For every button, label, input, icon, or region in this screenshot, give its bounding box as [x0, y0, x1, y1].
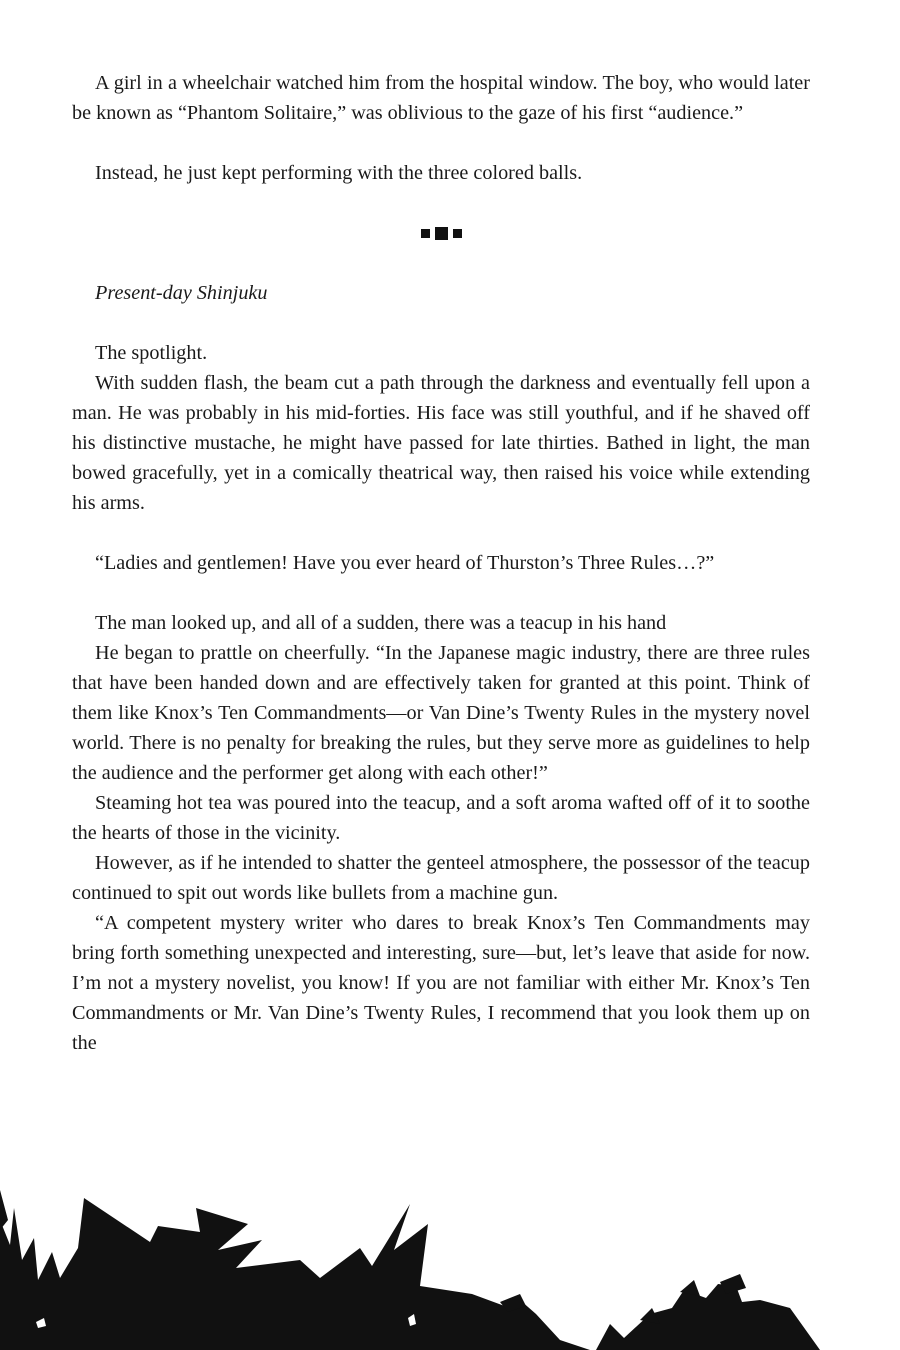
- paragraph-gap: [72, 308, 810, 338]
- paragraph: The spotlight.: [95, 342, 208, 364]
- shattered-border-decoration: [0, 1190, 900, 1350]
- paragraph: He began to prattle on cheerfully. “In the Japanese magic industry, there are three rules that have been handed down and are effectively taken for granted at this point. Think of them like Knox’s Ten Commandments—or Van Dine’s Twenty Rules in the mystery novel world. There is no penalty for breaking the rules, but they serve more as guidelines to help the audience and the performer get along with each other!”: [72, 642, 810, 784]
- paragraph: Steaming hot tea was poured into the teacup, and a soft aroma wafted off of it to soothe the hearts of those in the vicinity.: [72, 792, 810, 844]
- paragraph: However, as if he intended to shatter the genteel atmosphere, the possessor of the teacup continued to spit out words like bullets from a machine gun.: [72, 852, 810, 904]
- paragraph: “A competent mystery writer who dares to break Knox’s Ten Commandments may bring forth something unexpected and interesting, sure—but, let’s leave that aside for now. I’m not a mystery novelist, you know! If you are not familiar with either Mr. Knox’s Ten Commandments or Mr. Van Dine’s Twenty Rules, I recommend that you look them up on the: [72, 912, 810, 1054]
- paragraph-gap: [72, 578, 810, 608]
- ornament-square-icon: [453, 229, 462, 238]
- ornament-square-icon: [421, 229, 430, 238]
- scene-heading: Present-day Shinjuku: [95, 282, 268, 304]
- page-body: [72, 68, 810, 1058]
- paragraph: The man looked up, and all of a sudden, there was a teacup in his hand: [95, 612, 667, 634]
- paragraph-gap: [72, 518, 810, 548]
- paragraph: Instead, he just kept performing with the three colored balls.: [95, 162, 583, 184]
- paragraph-gap: [72, 128, 810, 158]
- quote-paragraph: “Ladies and gentlemen! Have you ever heard of Thurston’s Three Rules…?”: [95, 552, 715, 574]
- paragraph: A girl in a wheelchair watched him from the hospital window. The boy, who would later be known as “Phantom Solitaire,” was oblivious to the gaze of his first “audience.”: [72, 72, 810, 124]
- ornament-square-icon: [435, 227, 448, 240]
- paragraph: With sudden flash, the beam cut a path through the darkness and eventually fell upon a man. He was probably in his mid-forties. His face was still youthful, and if he shaved off his distinctive mustache, he might have passed for late thirties. Bathed in light, the man bowed gracefully, yet in a comically theatrical way, then raised his voice while extending his arms.: [72, 372, 810, 514]
- scene-break-ornament: [72, 188, 810, 278]
